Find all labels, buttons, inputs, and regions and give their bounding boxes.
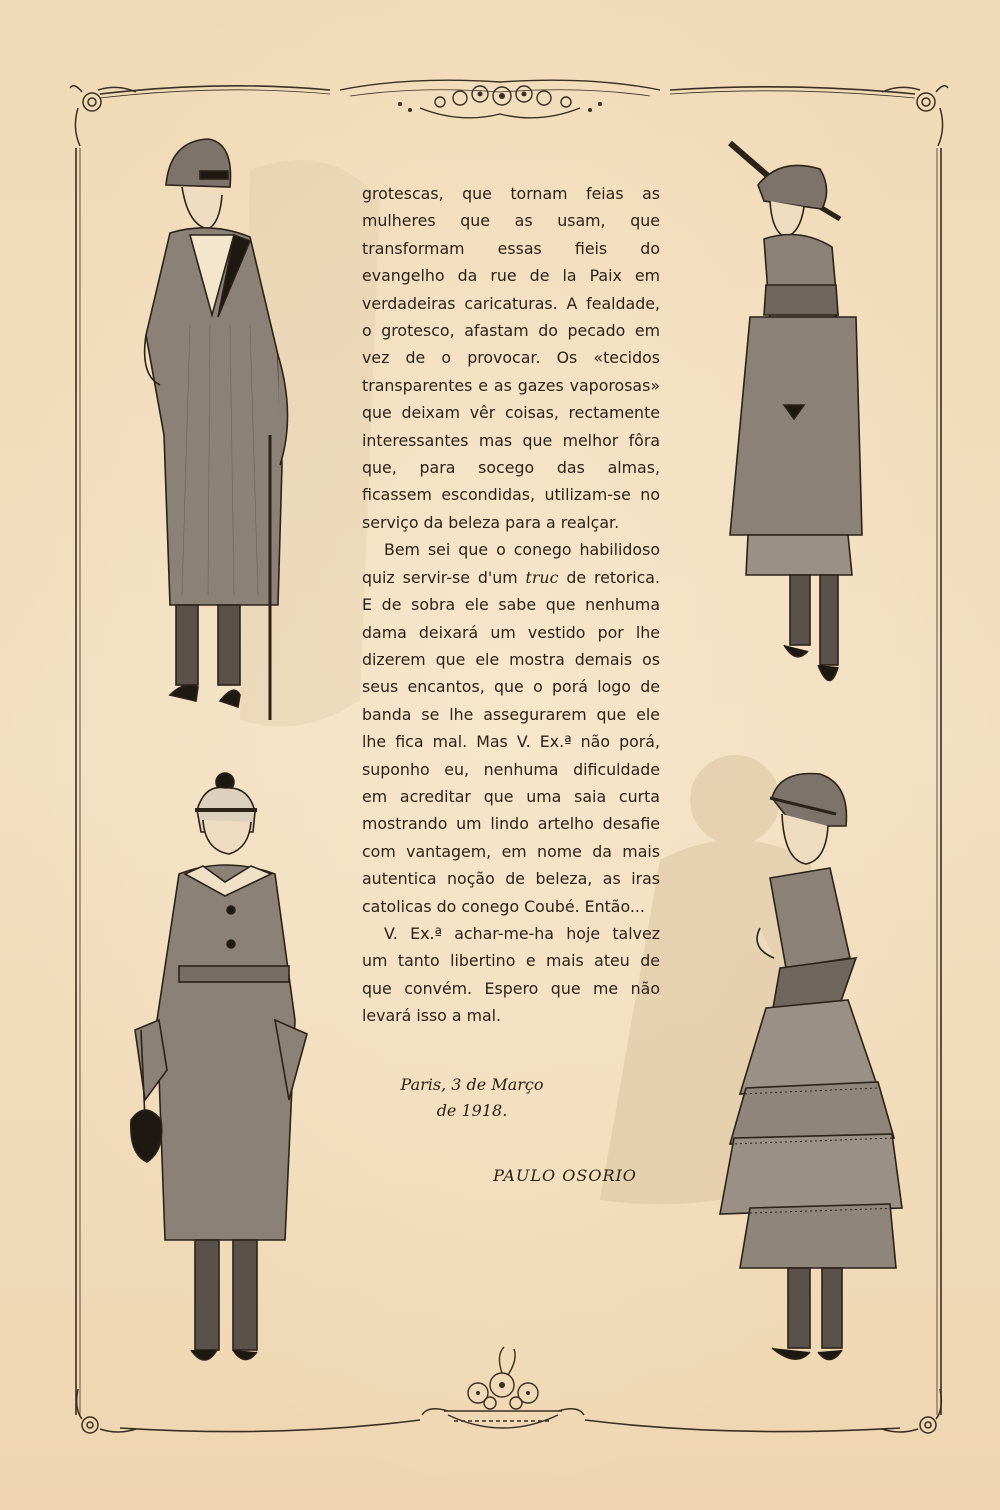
floral-garland-ornament — [330, 68, 670, 138]
article-column — [362, 180, 660, 1030]
rose-corner-ornament-top-left — [68, 78, 138, 148]
illustration-woman-feathered-hat — [720, 135, 900, 715]
flower-basket-ornament — [418, 1345, 588, 1445]
rose-corner-ornament-bottom-left — [68, 1385, 138, 1445]
rose-corner-ornament-bottom-right — [880, 1385, 950, 1445]
illustration-woman-buttoned-dress — [125, 770, 325, 1390]
dateline — [362, 1072, 582, 1124]
illustration-woman-long-coat — [130, 135, 320, 735]
article-paragraph-part: de retorica. E de sobra ele sabe que nenhuma dama deixará um vestido por lhe dizerem que ele mostra demais os seus encantos, que o porá logo de banda se lhe assegurarem que ele lhe fica mal. Mas V. Ex.ª não porá, suponho eu, nenhuma dificuldade em acreditar que uma saia curta mostrando um lindo artelho desafie com vantagem, em nome da mais autentica noção de beleza, as iras catolicas do conego Coubé. Então... — [362, 567, 660, 916]
author-signature: PAULO OSORIO — [493, 1166, 637, 1185]
article-paragraph-part: Bem sei que o conego habilidoso quiz servir-se d'um — [362, 540, 660, 587]
article-paragraph — [362, 536, 660, 920]
dateline-place: Paris, 3 de Março — [400, 1075, 544, 1094]
dateline-year: de 1918. — [436, 1101, 508, 1120]
article-paragraph: grotescas, que tornam feias as mulheres que as usam, que transformam essas fieis do evangelho da rue de la Paix em verdadeiras caricaturas. A fealdade, o grotesco, afastam do pecado em vez de o provocar. Os «tecidos transparentes e as gazes vaporosas» que deixam vêr coisas, rectamente interessantes mas que melhor fôra que, para socego das almas, ficassem escondidas, utilizam-se no serviço da beleza para a realçar. — [362, 184, 660, 532]
italic-term: truc — [525, 567, 559, 587]
article-paragraph: V. Ex.ª achar-me-ha hoje talvez um tanto libertino e mais ateu de que convém. Espero que me não levará isso a mal. — [362, 923, 660, 1026]
illustration-woman-ruffled-skirt — [710, 768, 910, 1388]
